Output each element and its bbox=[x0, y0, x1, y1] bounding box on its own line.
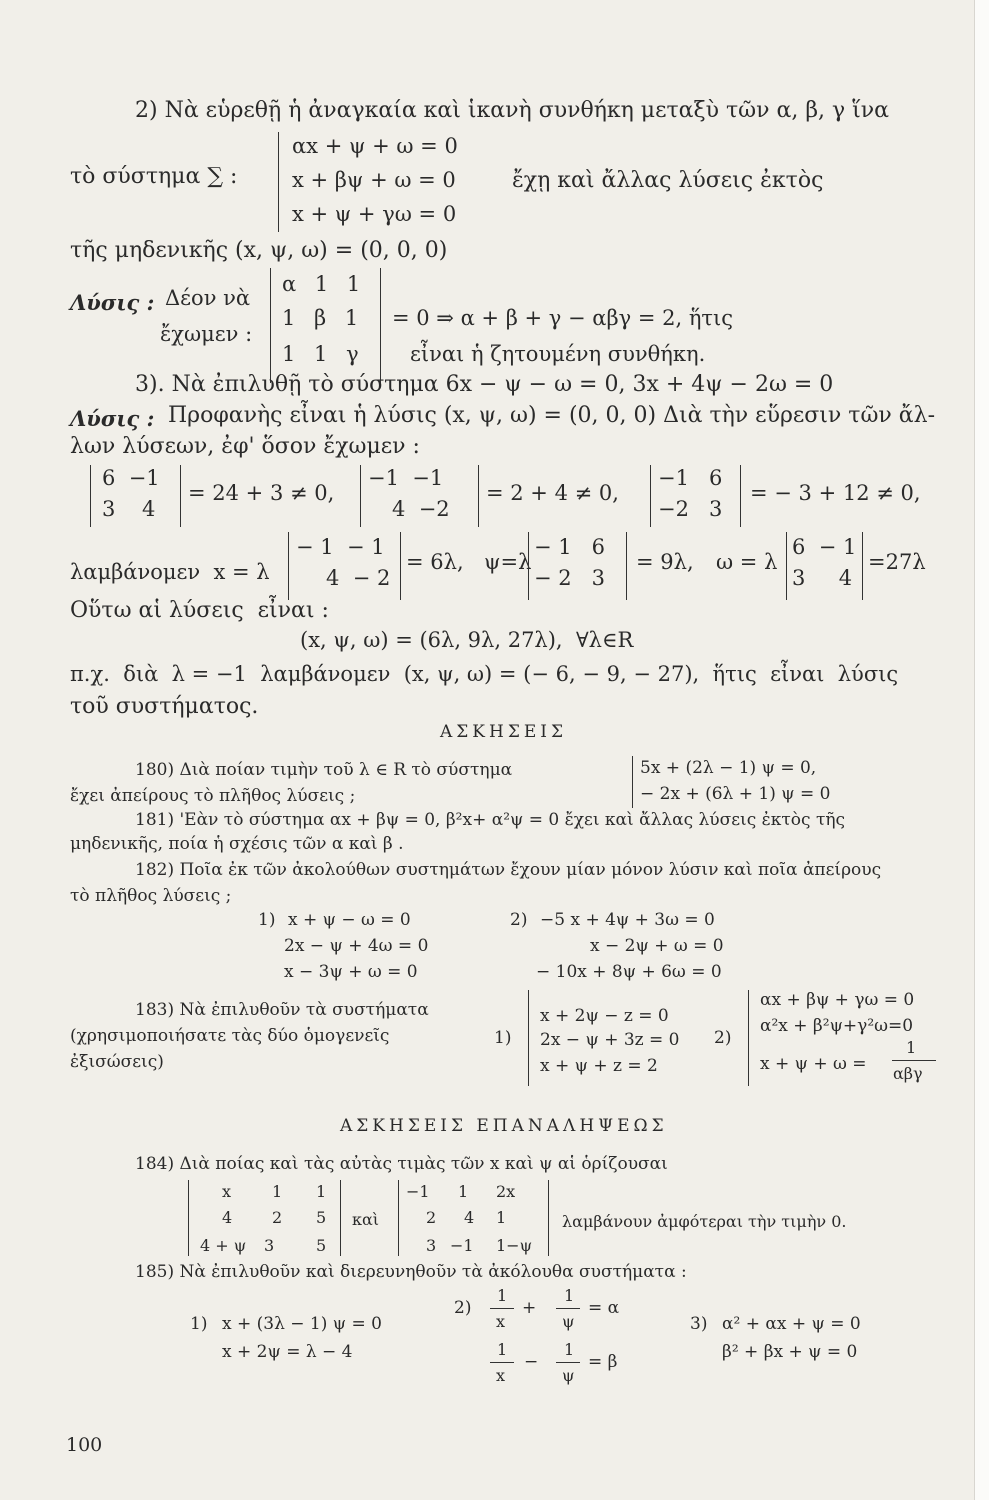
ex185-s3-eq1: α² + αx + ψ = 0 bbox=[722, 1314, 861, 1334]
d2-res: = 2 + 4 ≠ 0, bbox=[486, 481, 619, 505]
frac4-num: 1 bbox=[564, 1340, 575, 1359]
frac2-den: ψ bbox=[562, 1312, 575, 1331]
l3-bot: 3 4 bbox=[792, 566, 853, 590]
page-number: 100 bbox=[66, 1434, 103, 1456]
ex181-text2: μηδενικῆς, ποία ἡ σχέσις τῶν α καὶ β . bbox=[70, 834, 404, 854]
m2-r3-c3: 1−ψ bbox=[496, 1236, 533, 1255]
eq-beta: = β bbox=[588, 1352, 618, 1372]
problem2-eq2: x + βψ + ω = 0 bbox=[292, 168, 456, 192]
det-row2: 1 β 1 bbox=[282, 306, 359, 330]
ex182-s1-eq1: x + ψ − ω = 0 bbox=[288, 910, 411, 930]
frac-minus: − bbox=[524, 1352, 539, 1372]
problem2-solution-text1: Δέον νὰ bbox=[165, 286, 251, 310]
det-bar-right bbox=[380, 268, 381, 383]
m1-r2-c1: 4 bbox=[222, 1208, 233, 1227]
ex183-s1-brace bbox=[528, 990, 529, 1086]
ex183-s2-eq3: x + ψ + ω = bbox=[760, 1054, 867, 1074]
eq-alpha: = α bbox=[588, 1298, 620, 1318]
exercises-title: ΑΣΚΗΣΕΙΣ bbox=[440, 722, 567, 742]
problem3-example: π.χ. διὰ λ = −1 λαμβάνομεν (x, ψ, ω) = (− 6, − 9, − 27), ἥτις εἶναι λύσις bbox=[70, 662, 899, 686]
m1-r3-c3: 5 bbox=[316, 1236, 327, 1255]
frac1-num: 1 bbox=[497, 1286, 508, 1305]
ex183-text2: (χρησιμοποιήσατε τὰς δύο ὁμογενεῖς bbox=[70, 1026, 390, 1046]
l1-bar-right bbox=[400, 532, 401, 600]
frac3-bar bbox=[490, 1362, 514, 1363]
l1-top: − 1 − 1 bbox=[296, 535, 385, 559]
ex182-text2: τὸ πλῆθος λύσεις ; bbox=[70, 886, 232, 906]
l2-bot: − 2 3 bbox=[534, 566, 606, 590]
ex180-text1: 180) Διὰ ποίαν τιμὴν τοῦ λ ∈ R τὸ σύστημα bbox=[135, 760, 513, 780]
d1-bar-left bbox=[90, 465, 91, 527]
d1-res: = 24 + 3 ≠ 0, bbox=[188, 481, 335, 505]
m2-r1-c3: 2x bbox=[496, 1182, 516, 1201]
m1-r1-c1: x bbox=[222, 1182, 232, 1201]
m1-r2-c3: 5 bbox=[316, 1208, 327, 1227]
problem3-line1: Προφανὴς εἶναι ἡ λύσις (x, ψ, ω) = (0, 0, 0) Διὰ τὴν εὕρεσιν τῶν ἄλ- bbox=[168, 403, 936, 428]
ex185-s3-label: 3) bbox=[690, 1314, 708, 1334]
lambda-intro: λαμβάνομεν x = λ bbox=[70, 560, 270, 584]
m2-r2-c2: 4 bbox=[464, 1208, 475, 1227]
d3-bar-left bbox=[650, 465, 651, 527]
frac4-den: ψ bbox=[562, 1366, 575, 1385]
ex180-text2: ἔχει ἀπείρους τὸ πλῆθος λύσεις ; bbox=[70, 786, 356, 806]
problem2-solution-text2: ἔχωμεν : bbox=[160, 322, 253, 346]
ex180-brace bbox=[632, 756, 633, 808]
problem3-heading: 3). Νὰ ἐπιλυθῇ τὸ σύστημα 6x − ψ − ω = 0, 3x + 4ψ − 2ω = 0 bbox=[135, 372, 834, 397]
l3-top: 6 − 1 bbox=[792, 535, 857, 559]
system-brace bbox=[278, 132, 279, 232]
problem2-system-label: τὸ σύστημα ∑ : bbox=[70, 164, 238, 189]
frac3-num: 1 bbox=[497, 1340, 508, 1359]
ex183-s2-label: 2) bbox=[714, 1028, 732, 1048]
m1-bar-left bbox=[188, 1180, 189, 1256]
frac1-den: x bbox=[496, 1312, 506, 1331]
ex183-s1-eq1: x + 2ψ − z = 0 bbox=[540, 1006, 669, 1026]
d1-bar-right bbox=[180, 465, 181, 527]
det-row3: 1 1 γ bbox=[282, 342, 359, 366]
l2-bar-left bbox=[528, 532, 529, 600]
d3-bot: −2 3 bbox=[658, 497, 723, 521]
ex183-s2-num: 1 bbox=[906, 1038, 917, 1057]
ex185-s1-label: 1) bbox=[190, 1314, 208, 1334]
m1-r1-c2: 1 bbox=[272, 1182, 283, 1201]
m2-r3-c2: −1 bbox=[450, 1236, 474, 1255]
d3-bar-right bbox=[740, 465, 741, 527]
problem2-heading: 2) Νὰ εὑρεθῇ ἡ ἀναγκαία καὶ ἱκανὴ συνθήκη μεταξὺ τῶν α, β, γ ἵνα bbox=[135, 98, 890, 123]
d2-top: −1 −1 bbox=[368, 466, 444, 490]
ex183-s1-label: 1) bbox=[494, 1028, 512, 1048]
problem3-line2: λων λύσεων, ἐφ' ὅσον ἔχωμεν : bbox=[70, 434, 420, 459]
ex182-s2-eq2: x − 2ψ + ω = 0 bbox=[590, 936, 724, 956]
frac4-bar bbox=[556, 1362, 580, 1363]
problem3-solution-label: Λύσις : bbox=[70, 406, 155, 431]
l3-bar-right bbox=[862, 532, 863, 600]
m1-r3-c1: 4 + ψ bbox=[200, 1236, 247, 1255]
d3-top: −1 6 bbox=[658, 466, 723, 490]
ex185-s1-eq1: x + (3λ − 1) ψ = 0 bbox=[222, 1314, 382, 1334]
ex183-s2-eq1: αx + βψ + γω = 0 bbox=[760, 990, 915, 1010]
problem2-side: ἔχῃ καὶ ἄλλας λύσεις ἐκτὸς bbox=[512, 168, 824, 193]
m1-bar-right bbox=[340, 1180, 341, 1256]
ex184-and: καὶ bbox=[352, 1210, 380, 1229]
l1-res: = 6λ, bbox=[406, 550, 464, 574]
l3-bar-left bbox=[786, 532, 787, 600]
ex182-s1-label: 1) bbox=[258, 910, 276, 930]
ex182-s2-eq3: − 10x + 8ψ + 6ω = 0 bbox=[536, 962, 722, 982]
l2-top: − 1 6 bbox=[534, 535, 606, 559]
frac-plus: + bbox=[522, 1298, 537, 1318]
m2-r1-c2: 1 bbox=[458, 1182, 469, 1201]
ex182-s2-label: 2) bbox=[510, 910, 528, 930]
d1-bot: 3 4 bbox=[102, 497, 156, 521]
problem2-eq3: x + ψ + γω = 0 bbox=[292, 202, 457, 226]
problem3-so: Οὕτω αἱ λύσεις εἶναι : bbox=[70, 598, 329, 623]
d2-bar-left bbox=[360, 465, 361, 527]
ex185-s2-label: 2) bbox=[454, 1298, 472, 1318]
m1-r2-c2: 2 bbox=[272, 1208, 283, 1227]
det-bar-left bbox=[270, 268, 271, 383]
l2-res: = 9λ, bbox=[636, 550, 694, 574]
ex181-text1: 181) 'Εὰν τὸ σύστημα αx + βψ = 0, β²x+ α²ψ = 0 ἔχει καὶ ἄλλας λύσεις ἐκτὸς τῆς bbox=[135, 810, 846, 830]
l3-res: =27λ bbox=[868, 550, 926, 574]
m2-r1-c1: −1 bbox=[406, 1182, 430, 1201]
l1-bar-left bbox=[288, 532, 289, 600]
frac2-num: 1 bbox=[564, 1286, 575, 1305]
m2-r3-c1: 3 bbox=[426, 1236, 437, 1255]
det-row1: α 1 1 bbox=[282, 272, 361, 296]
ex180-eq1: 5x + (2λ − 1) ψ = 0, bbox=[640, 758, 817, 778]
m1-r1-c3: 1 bbox=[316, 1182, 327, 1201]
ex183-s2-brace bbox=[748, 990, 749, 1086]
d3-res: = − 3 + 12 ≠ 0, bbox=[750, 481, 921, 505]
l2-bar-right bbox=[626, 532, 627, 600]
ex183-text1: 183) Νὰ ἐπιλυθοῦν τὰ συστήματα bbox=[135, 1000, 429, 1020]
ex182-text1: 182) Ποῖα ἐκ τῶν ἀκολούθων συστημάτων ἔχουν μίαν μόνον λύσιν καὶ ποῖα ἀπείρους bbox=[135, 860, 882, 880]
review-title: ΑΣΚΗΣΕΙΣ ΕΠΑΝΑΛΗΨΕΩΣ bbox=[340, 1116, 668, 1136]
m2-bar-left bbox=[398, 1180, 399, 1256]
problem2-eq1: αx + ψ + ω = 0 bbox=[292, 134, 458, 158]
m2-r2-c3: 1 bbox=[496, 1208, 507, 1227]
problem3-general: (x, ψ, ω) = (6λ, 9λ, 27λ), ∀λ∈R bbox=[300, 628, 634, 652]
ex183-text3: ἐξισώσεις) bbox=[70, 1052, 164, 1072]
d2-bar-right bbox=[478, 465, 479, 527]
ex182-s1-eq2: 2x − ψ + 4ω = 0 bbox=[284, 936, 429, 956]
ex183-frac-bar bbox=[892, 1060, 936, 1061]
ex183-s2-den: αβγ bbox=[893, 1064, 923, 1083]
problem2-result2: εἶναι ἡ ζητουμένη συνθήκη. bbox=[410, 342, 706, 366]
ex183-s2-eq2: α²x + β²ψ+γ²ω=0 bbox=[760, 1016, 914, 1036]
l1-bot: 4 − 2 bbox=[326, 566, 391, 590]
m2-bar-right bbox=[548, 1180, 549, 1256]
d1-top: 6 −1 bbox=[102, 466, 160, 490]
ex185-s3-eq2: β² + βx + ψ = 0 bbox=[722, 1342, 858, 1362]
ex183-s1-eq3: x + ψ + z = 2 bbox=[540, 1056, 658, 1076]
problem2-trivial: τῆς μηδενικῆς (x, ψ, ω) = (0, 0, 0) bbox=[70, 238, 448, 263]
m2-r2-c1: 2 bbox=[426, 1208, 437, 1227]
l2-pre: ψ=λ bbox=[484, 550, 532, 574]
ex182-s1-eq3: x − 3ψ + ω = 0 bbox=[284, 962, 418, 982]
problem2-result: = 0 ⇒ α + β + γ − αβγ = 2, ἥτις bbox=[392, 306, 734, 330]
l3-pre: ω = λ bbox=[716, 550, 778, 574]
ex183-s1-eq2: 2x − ψ + 3z = 0 bbox=[540, 1030, 680, 1050]
ex185-s1-eq2: x + 2ψ = λ − 4 bbox=[222, 1342, 353, 1362]
m1-r3-c2: 3 bbox=[264, 1236, 275, 1255]
problem2-solution-label: Λύσις : bbox=[70, 290, 155, 315]
ex185-text1: 185) Νὰ ἐπιλυθοῦν καὶ διερευνηθοῦν τὰ ἀκόλουθα συστήματα : bbox=[135, 1262, 687, 1282]
frac3-den: x bbox=[496, 1366, 506, 1385]
ex184-tail: λαμβάνουν ἀμφότεραι τὴν τιμὴν 0. bbox=[562, 1212, 847, 1231]
ex182-s2-eq1: −5 x + 4ψ + 3ω = 0 bbox=[540, 910, 715, 930]
ex184-text1: 184) Διὰ ποίας καὶ τὰς αὐτὰς τιμὰς τῶν x καὶ ψ αἱ ὁρίζουσαι bbox=[135, 1154, 668, 1174]
problem3-example2: τοῦ συστήματος. bbox=[70, 694, 259, 719]
frac2-bar bbox=[556, 1308, 580, 1309]
frac1-bar bbox=[490, 1308, 514, 1309]
page-edge bbox=[974, 0, 989, 1500]
d2-bot: 4 −2 bbox=[392, 497, 450, 521]
ex180-eq2: − 2x + (6λ + 1) ψ = 0 bbox=[640, 784, 831, 804]
